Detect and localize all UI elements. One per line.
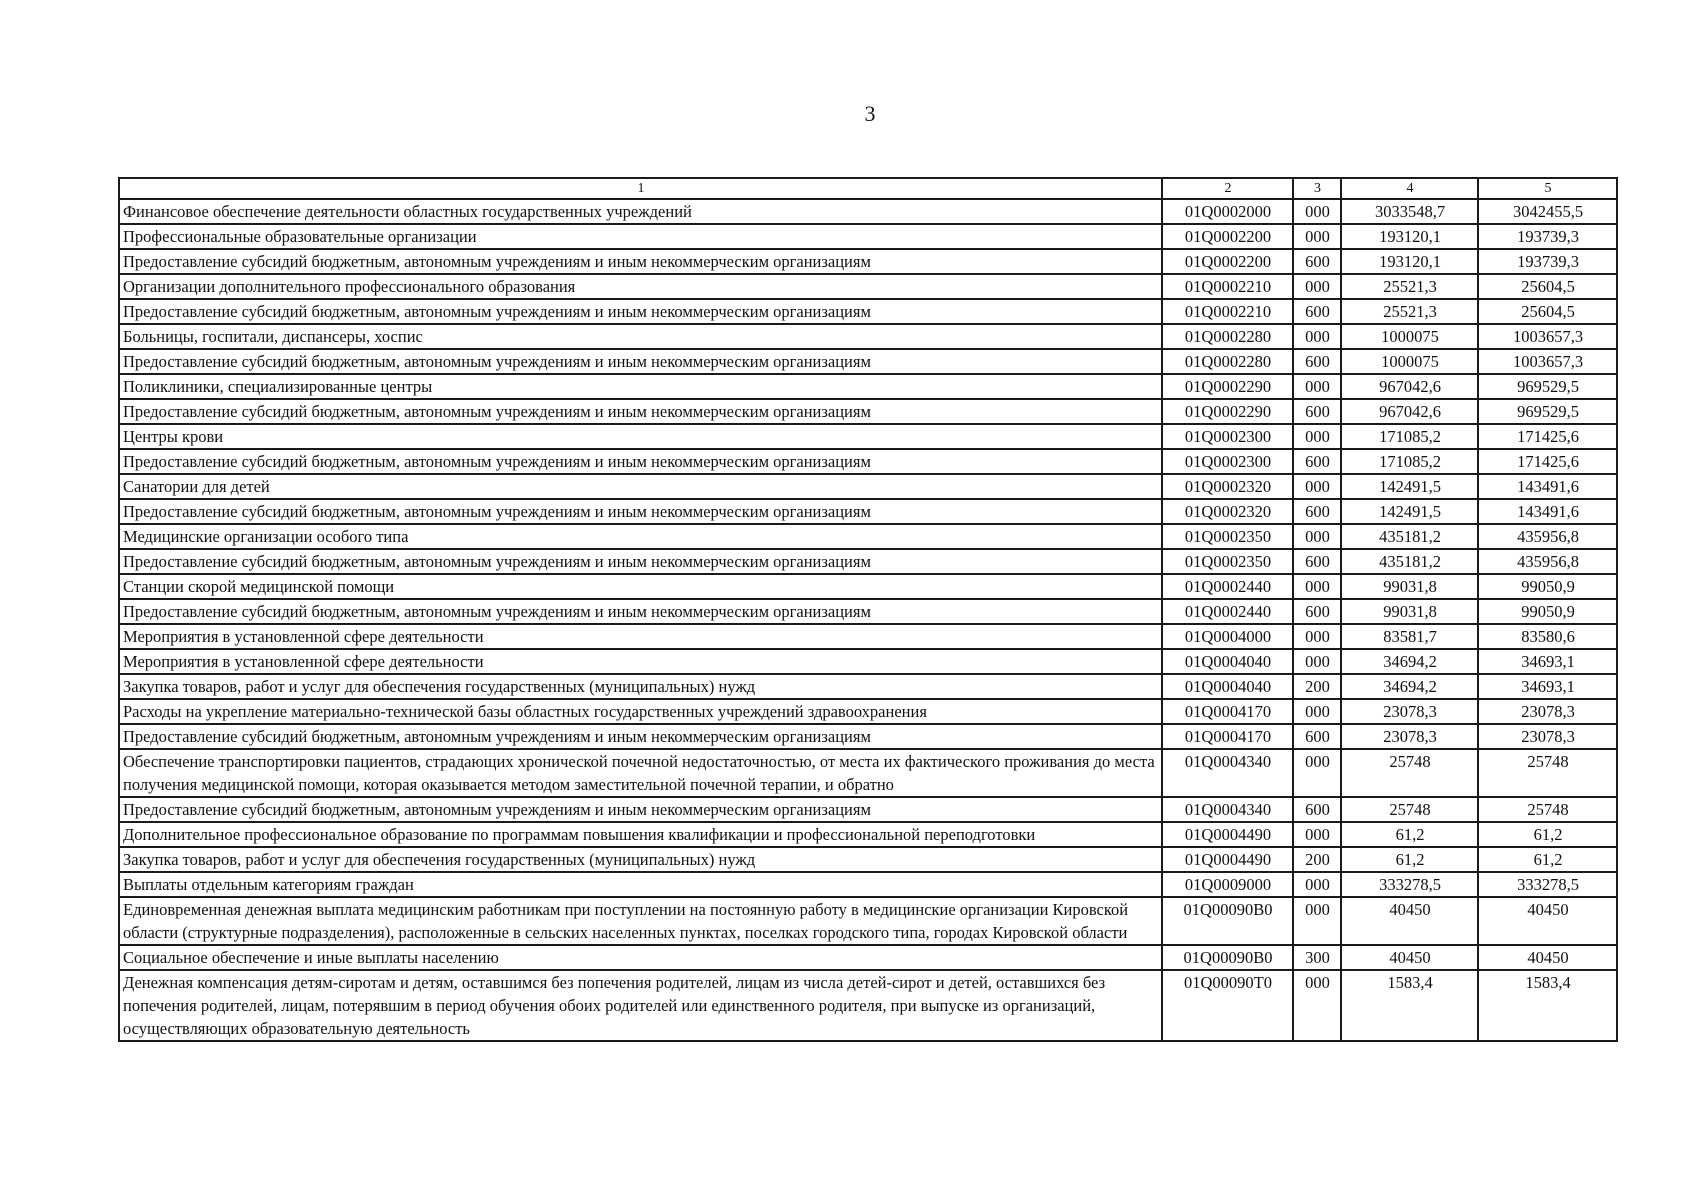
expense-type-cell: 000 xyxy=(1293,524,1341,549)
amount-col4-cell: 34694,2 xyxy=(1341,649,1478,674)
amount-col4-cell: 435181,2 xyxy=(1341,549,1478,574)
expense-name-cell: Предоставление субсидий бюджетным, автономным учреждениям и иным некоммерческим организациям xyxy=(119,399,1162,424)
table-row xyxy=(119,249,1617,274)
budget-code-cell: 01Q00090B0 xyxy=(1162,897,1293,945)
expense-name-cell: Денежная компенсация детям-сиротам и детям, оставшимся без попечения родителей, лицам из числа детей-сирот и детей, оставшихся без попечения родителей, лицам, потерявшим в период обучения обоих родителей или единственного родителя, при выпуске из организаций, осуществляющих образовательную деятельность xyxy=(119,970,1162,1041)
expense-type-cell: 600 xyxy=(1293,449,1341,474)
budget-code-cell: 01Q0004040 xyxy=(1162,674,1293,699)
amount-col5-cell: 34693,1 xyxy=(1478,649,1617,674)
header-cell-1: 1 xyxy=(119,178,1162,199)
amount-col4-cell: 967042,6 xyxy=(1341,399,1478,424)
header-cell-3: 3 xyxy=(1293,178,1341,199)
budget-code-cell: 01Q0004170 xyxy=(1162,724,1293,749)
amount-col4-cell: 171085,2 xyxy=(1341,424,1478,449)
expense-name-cell: Предоставление субсидий бюджетным, автономным учреждениям и иным некоммерческим организациям xyxy=(119,599,1162,624)
budget-table xyxy=(118,177,1618,1042)
expense-name-cell: Мероприятия в установленной сфере деятельности xyxy=(119,649,1162,674)
table-row xyxy=(119,599,1617,624)
amount-col5-cell: 143491,6 xyxy=(1478,499,1617,524)
budget-code-cell: 01Q0004040 xyxy=(1162,649,1293,674)
budget-code-cell: 01Q0002200 xyxy=(1162,249,1293,274)
amount-col4-cell: 99031,8 xyxy=(1341,599,1478,624)
expense-type-cell: 200 xyxy=(1293,847,1341,872)
expense-name-cell: Расходы на укрепление материально-технической базы областных государственных учреждений здравоохранения xyxy=(119,699,1162,724)
expense-type-cell: 600 xyxy=(1293,349,1341,374)
budget-code-cell: 01Q0002290 xyxy=(1162,374,1293,399)
expense-type-cell: 000 xyxy=(1293,897,1341,945)
table-row xyxy=(119,549,1617,574)
header-cell-2: 2 xyxy=(1162,178,1293,199)
expense-type-cell: 000 xyxy=(1293,474,1341,499)
amount-col4-cell: 1000075 xyxy=(1341,349,1478,374)
table-row xyxy=(119,847,1617,872)
table-row xyxy=(119,897,1617,945)
page-number: 3 xyxy=(864,101,876,126)
budget-code-cell: 01Q0002440 xyxy=(1162,574,1293,599)
table-row xyxy=(119,499,1617,524)
expense-name-cell: Центры крови xyxy=(119,424,1162,449)
budget-code-cell: 01Q0004000 xyxy=(1162,624,1293,649)
table-row xyxy=(119,574,1617,599)
expense-type-cell: 600 xyxy=(1293,299,1341,324)
expense-type-cell: 000 xyxy=(1293,424,1341,449)
expense-name-cell: Обеспечение транспортировки пациентов, страдающих хронической почечной недостаточностью, от места их фактического проживания до места получения медицинской помощи, которая оказывается методом заместительной почечной терапии, и обратно xyxy=(119,749,1162,797)
amount-col5-cell: 1003657,3 xyxy=(1478,349,1617,374)
expense-type-cell: 000 xyxy=(1293,699,1341,724)
amount-col5-cell: 40450 xyxy=(1478,897,1617,945)
expense-type-cell: 000 xyxy=(1293,872,1341,897)
table-row xyxy=(119,199,1617,224)
table-row xyxy=(119,724,1617,749)
amount-col5-cell: 1003657,3 xyxy=(1478,324,1617,349)
amount-col5-cell: 40450 xyxy=(1478,945,1617,970)
expense-name-cell: Санатории для детей xyxy=(119,474,1162,499)
expense-name-cell: Предоставление субсидий бюджетным, автономным учреждениям и иным некоммерческим организациям xyxy=(119,449,1162,474)
amount-col4-cell: 1000075 xyxy=(1341,324,1478,349)
amount-col4-cell: 967042,6 xyxy=(1341,374,1478,399)
budget-code-cell: 01Q0002280 xyxy=(1162,324,1293,349)
amount-col4-cell: 142491,5 xyxy=(1341,474,1478,499)
table-row xyxy=(119,399,1617,424)
header-cell-4: 4 xyxy=(1341,178,1478,199)
amount-col5-cell: 25604,5 xyxy=(1478,299,1617,324)
budget-code-cell: 01Q0004170 xyxy=(1162,699,1293,724)
budget-code-cell: 01Q00090T0 xyxy=(1162,970,1293,1041)
amount-col5-cell: 99050,9 xyxy=(1478,574,1617,599)
amount-col4-cell: 171085,2 xyxy=(1341,449,1478,474)
amount-col5-cell: 1583,4 xyxy=(1478,970,1617,1041)
budget-code-cell: 01Q0002200 xyxy=(1162,224,1293,249)
expense-type-cell: 600 xyxy=(1293,599,1341,624)
budget-code-cell: 01Q0002210 xyxy=(1162,299,1293,324)
amount-col4-cell: 61,2 xyxy=(1341,822,1478,847)
expense-type-cell: 000 xyxy=(1293,274,1341,299)
amount-col5-cell: 25748 xyxy=(1478,797,1617,822)
amount-col5-cell: 435956,8 xyxy=(1478,549,1617,574)
table-row xyxy=(119,822,1617,847)
expense-name-cell: Станции скорой медицинской помощи xyxy=(119,574,1162,599)
expense-name-cell: Организации дополнительного профессионального образования xyxy=(119,274,1162,299)
expense-type-cell: 000 xyxy=(1293,749,1341,797)
amount-col4-cell: 40450 xyxy=(1341,945,1478,970)
amount-col5-cell: 969529,5 xyxy=(1478,399,1617,424)
amount-col4-cell: 25748 xyxy=(1341,749,1478,797)
budget-code-cell: 01Q0002000 xyxy=(1162,199,1293,224)
budget-code-cell: 01Q0002350 xyxy=(1162,549,1293,574)
expense-name-cell: Предоставление субсидий бюджетным, автономным учреждениям и иным некоммерческим организациям xyxy=(119,299,1162,324)
amount-col5-cell: 25748 xyxy=(1478,749,1617,797)
amount-col5-cell: 193739,3 xyxy=(1478,224,1617,249)
budget-code-cell: 01Q0002290 xyxy=(1162,399,1293,424)
amount-col5-cell: 171425,6 xyxy=(1478,424,1617,449)
expense-name-cell: Медицинские организации особого типа xyxy=(119,524,1162,549)
amount-col4-cell: 23078,3 xyxy=(1341,724,1478,749)
budget-code-cell: 01Q0002350 xyxy=(1162,524,1293,549)
budget-code-cell: 01Q0002300 xyxy=(1162,424,1293,449)
expense-name-cell: Выплаты отдельным категориям граждан xyxy=(119,872,1162,897)
table-row xyxy=(119,699,1617,724)
expense-name-cell: Мероприятия в установленной сфере деятельности xyxy=(119,624,1162,649)
expense-name-cell: Социальное обеспечение и иные выплаты населению xyxy=(119,945,1162,970)
budget-code-cell: 01Q0002320 xyxy=(1162,499,1293,524)
expense-type-cell: 000 xyxy=(1293,324,1341,349)
table-row xyxy=(119,449,1617,474)
amount-col5-cell: 23078,3 xyxy=(1478,724,1617,749)
expense-type-cell: 000 xyxy=(1293,970,1341,1041)
table-row xyxy=(119,299,1617,324)
amount-col5-cell: 61,2 xyxy=(1478,822,1617,847)
budget-code-cell: 01Q0004340 xyxy=(1162,797,1293,822)
table-body xyxy=(119,178,1617,1041)
budget-code-cell: 01Q0002320 xyxy=(1162,474,1293,499)
expense-type-cell: 600 xyxy=(1293,249,1341,274)
amount-col4-cell: 193120,1 xyxy=(1341,249,1478,274)
expense-type-cell: 000 xyxy=(1293,574,1341,599)
expense-type-cell: 600 xyxy=(1293,724,1341,749)
expense-name-cell: Закупка товаров, работ и услуг для обеспечения государственных (муниципальных) нужд xyxy=(119,847,1162,872)
header-cell-5: 5 xyxy=(1478,178,1617,199)
amount-col4-cell: 25748 xyxy=(1341,797,1478,822)
amount-col5-cell: 61,2 xyxy=(1478,847,1617,872)
expense-type-cell: 000 xyxy=(1293,624,1341,649)
budget-code-cell: 01Q0009000 xyxy=(1162,872,1293,897)
amount-col5-cell: 25604,5 xyxy=(1478,274,1617,299)
expense-type-cell: 200 xyxy=(1293,674,1341,699)
expense-name-cell: Предоставление субсидий бюджетным, автономным учреждениям и иным некоммерческим организациям xyxy=(119,249,1162,274)
amount-col5-cell: 969529,5 xyxy=(1478,374,1617,399)
amount-col5-cell: 143491,6 xyxy=(1478,474,1617,499)
amount-col4-cell: 25521,3 xyxy=(1341,299,1478,324)
expense-type-cell: 000 xyxy=(1293,649,1341,674)
amount-col4-cell: 1583,4 xyxy=(1341,970,1478,1041)
amount-col4-cell: 142491,5 xyxy=(1341,499,1478,524)
amount-col5-cell: 3042455,5 xyxy=(1478,199,1617,224)
expense-name-cell: Единовременная денежная выплата медицинским работникам при поступлении на постоянную работу в медицинские организации Кировской области (структурные подразделения), расположенные в сельских населенных пунктах, поселках городского типа, городах Кировской области xyxy=(119,897,1162,945)
expense-name-cell: Предоставление субсидий бюджетным, автономным учреждениям и иным некоммерческим организациям xyxy=(119,499,1162,524)
table-row xyxy=(119,797,1617,822)
expense-name-cell: Поликлиники, специализированные центры xyxy=(119,374,1162,399)
expense-name-cell: Финансовое обеспечение деятельности областных государственных учреждений xyxy=(119,199,1162,224)
table-row xyxy=(119,649,1617,674)
amount-col5-cell: 193739,3 xyxy=(1478,249,1617,274)
amount-col4-cell: 333278,5 xyxy=(1341,872,1478,897)
amount-col4-cell: 193120,1 xyxy=(1341,224,1478,249)
expense-type-cell: 300 xyxy=(1293,945,1341,970)
amount-col4-cell: 25521,3 xyxy=(1341,274,1478,299)
expense-name-cell: Дополнительное профессиональное образование по программам повышения квалификации и профессиональной переподготовки xyxy=(119,822,1162,847)
table-row xyxy=(119,970,1617,1041)
expense-type-cell: 600 xyxy=(1293,399,1341,424)
budget-code-cell: 01Q0004340 xyxy=(1162,749,1293,797)
budget-code-cell: 01Q0004490 xyxy=(1162,847,1293,872)
budget-code-cell: 01Q00090B0 xyxy=(1162,945,1293,970)
expense-name-cell: Предоставление субсидий бюджетным, автономным учреждениям и иным некоммерческим организациям xyxy=(119,349,1162,374)
table-row xyxy=(119,424,1617,449)
table-row xyxy=(119,945,1617,970)
expense-name-cell: Предоставление субсидий бюджетным, автономным учреждениям и иным некоммерческим организациям xyxy=(119,797,1162,822)
table-row xyxy=(119,524,1617,549)
amount-col5-cell: 333278,5 xyxy=(1478,872,1617,897)
amount-col4-cell: 3033548,7 xyxy=(1341,199,1478,224)
amount-col5-cell: 99050,9 xyxy=(1478,599,1617,624)
expense-type-cell: 000 xyxy=(1293,224,1341,249)
budget-code-cell: 01Q0002300 xyxy=(1162,449,1293,474)
table-row xyxy=(119,474,1617,499)
table-row xyxy=(119,274,1617,299)
table-row xyxy=(119,349,1617,374)
amount-col4-cell: 99031,8 xyxy=(1341,574,1478,599)
table-row xyxy=(119,872,1617,897)
amount-col5-cell: 435956,8 xyxy=(1478,524,1617,549)
amount-col5-cell: 83580,6 xyxy=(1478,624,1617,649)
expense-type-cell: 000 xyxy=(1293,374,1341,399)
table-row xyxy=(119,749,1617,797)
expense-name-cell: Закупка товаров, работ и услуг для обеспечения государственных (муниципальных) нужд xyxy=(119,674,1162,699)
expense-name-cell: Профессиональные образовательные организации xyxy=(119,224,1162,249)
amount-col4-cell: 34694,2 xyxy=(1341,674,1478,699)
table-row xyxy=(119,624,1617,649)
expense-name-cell: Предоставление субсидий бюджетным, автономным учреждениям и иным некоммерческим организациям xyxy=(119,549,1162,574)
expense-type-cell: 600 xyxy=(1293,549,1341,574)
budget-code-cell: 01Q0004490 xyxy=(1162,822,1293,847)
amount-col4-cell: 61,2 xyxy=(1341,847,1478,872)
expense-type-cell: 600 xyxy=(1293,797,1341,822)
amount-col5-cell: 23078,3 xyxy=(1478,699,1617,724)
amount-col4-cell: 23078,3 xyxy=(1341,699,1478,724)
amount-col5-cell: 34693,1 xyxy=(1478,674,1617,699)
expense-type-cell: 600 xyxy=(1293,499,1341,524)
budget-code-cell: 01Q0002440 xyxy=(1162,599,1293,624)
table-row xyxy=(119,224,1617,249)
table-row xyxy=(119,324,1617,349)
amount-col5-cell: 171425,6 xyxy=(1478,449,1617,474)
budget-code-cell: 01Q0002280 xyxy=(1162,349,1293,374)
table-row xyxy=(119,374,1617,399)
expense-type-cell: 000 xyxy=(1293,199,1341,224)
budget-code-cell: 01Q0002210 xyxy=(1162,274,1293,299)
header-row xyxy=(119,178,1617,199)
expense-type-cell: 000 xyxy=(1293,822,1341,847)
amount-col4-cell: 40450 xyxy=(1341,897,1478,945)
expense-name-cell: Предоставление субсидий бюджетным, автономным учреждениям и иным некоммерческим организациям xyxy=(119,724,1162,749)
table-row xyxy=(119,674,1617,699)
amount-col4-cell: 83581,7 xyxy=(1341,624,1478,649)
amount-col4-cell: 435181,2 xyxy=(1341,524,1478,549)
expense-name-cell: Больницы, госпитали, диспансеры, хоспис xyxy=(119,324,1162,349)
